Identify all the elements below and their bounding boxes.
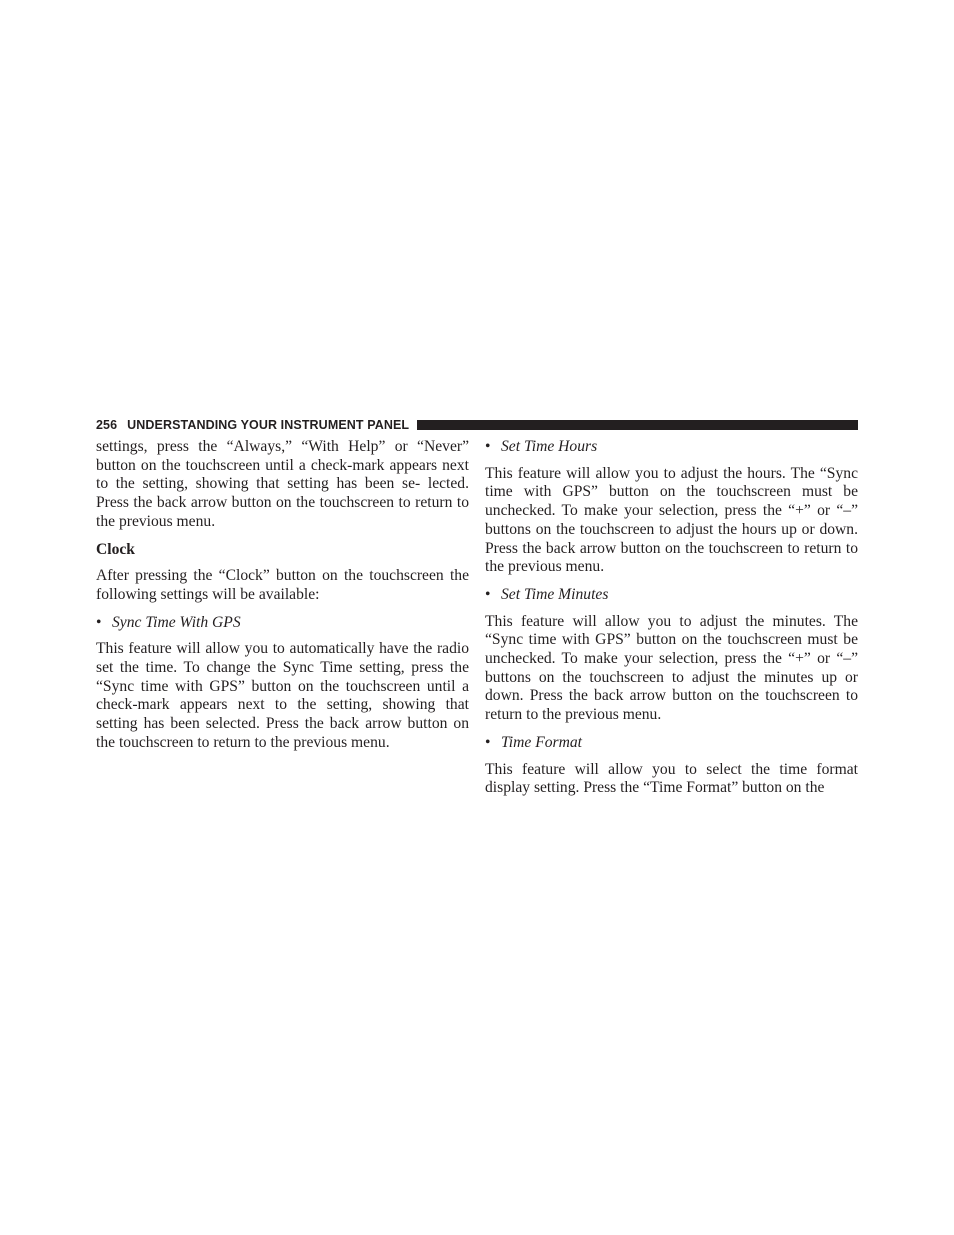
right-column (485, 438, 858, 807)
bullet-set-time-hours (485, 438, 858, 457)
paragraph-set-time-hours: This feature will allow you to adjust the hours. The “Sync time with GPS” button on the touchscreen must be unchecked. To make your selection, press the “+” or “–” buttons on the touchscreen to adjust the hours up or down. Press the back arrow button on the touchscreen to return to the previous menu. (485, 464, 858, 576)
bullet-sync-time-with-gps (96, 614, 469, 633)
bullet-label: Set Time Minutes (501, 585, 609, 603)
bullet-label: Sync Time With GPS (112, 613, 241, 631)
bullet-time-format (485, 734, 858, 753)
paragraph-settings-continued: settings, press the “Always,” “With Help” or “Never” button on the touchscreen until a check-mark appears next to the setting, showing that setting has been se- lected. Press the back arrow button on the touchscreen to return to the previous menu. (96, 438, 469, 530)
paragraph-set-time-minutes: This feature will allow you to adjust the minutes. The “Sync time with GPS” button on the touchscreen must be unchecked. To make your selection, press the “+” or “–” buttons on the touchscreen to adjust the minutes up or down. Press the back arrow button on the touchscreen to return to the previous menu. (485, 612, 858, 724)
left-column (96, 438, 469, 762)
paragraph-sync-time: This feature will allow you to automatically have the radio set the time. To change the Sync Time setting, press the “Sync time with GPS” button on the touchscreen until a check-mark appears next to the setting, showing that setting has been selected. Press the back arrow button on the touchscreen to return to the previous menu. (96, 640, 469, 751)
section-title: UNDERSTANDING YOUR INSTRUMENT PANEL (127, 418, 410, 432)
bullet-dot: • (485, 733, 491, 751)
heading-clock: Clock (96, 540, 135, 558)
bullet-dot: • (485, 438, 491, 455)
header-rule-bar (417, 420, 858, 430)
page-number: 256 (96, 418, 118, 432)
paragraph-clock-intro: After pressing the “Clock” button on the touchscreen the following settings will be available: (96, 567, 469, 603)
bullet-label: Time Format (501, 733, 583, 751)
page-header (96, 416, 858, 434)
bullet-set-time-minutes (485, 586, 858, 605)
paragraph-time-format: This feature will allow you to select the time format display setting. Press the “Time Format” button on the (485, 760, 858, 797)
bullet-label: Set Time Hours (501, 438, 598, 455)
bullet-dot: • (485, 585, 491, 603)
bullet-dot: • (96, 613, 102, 631)
